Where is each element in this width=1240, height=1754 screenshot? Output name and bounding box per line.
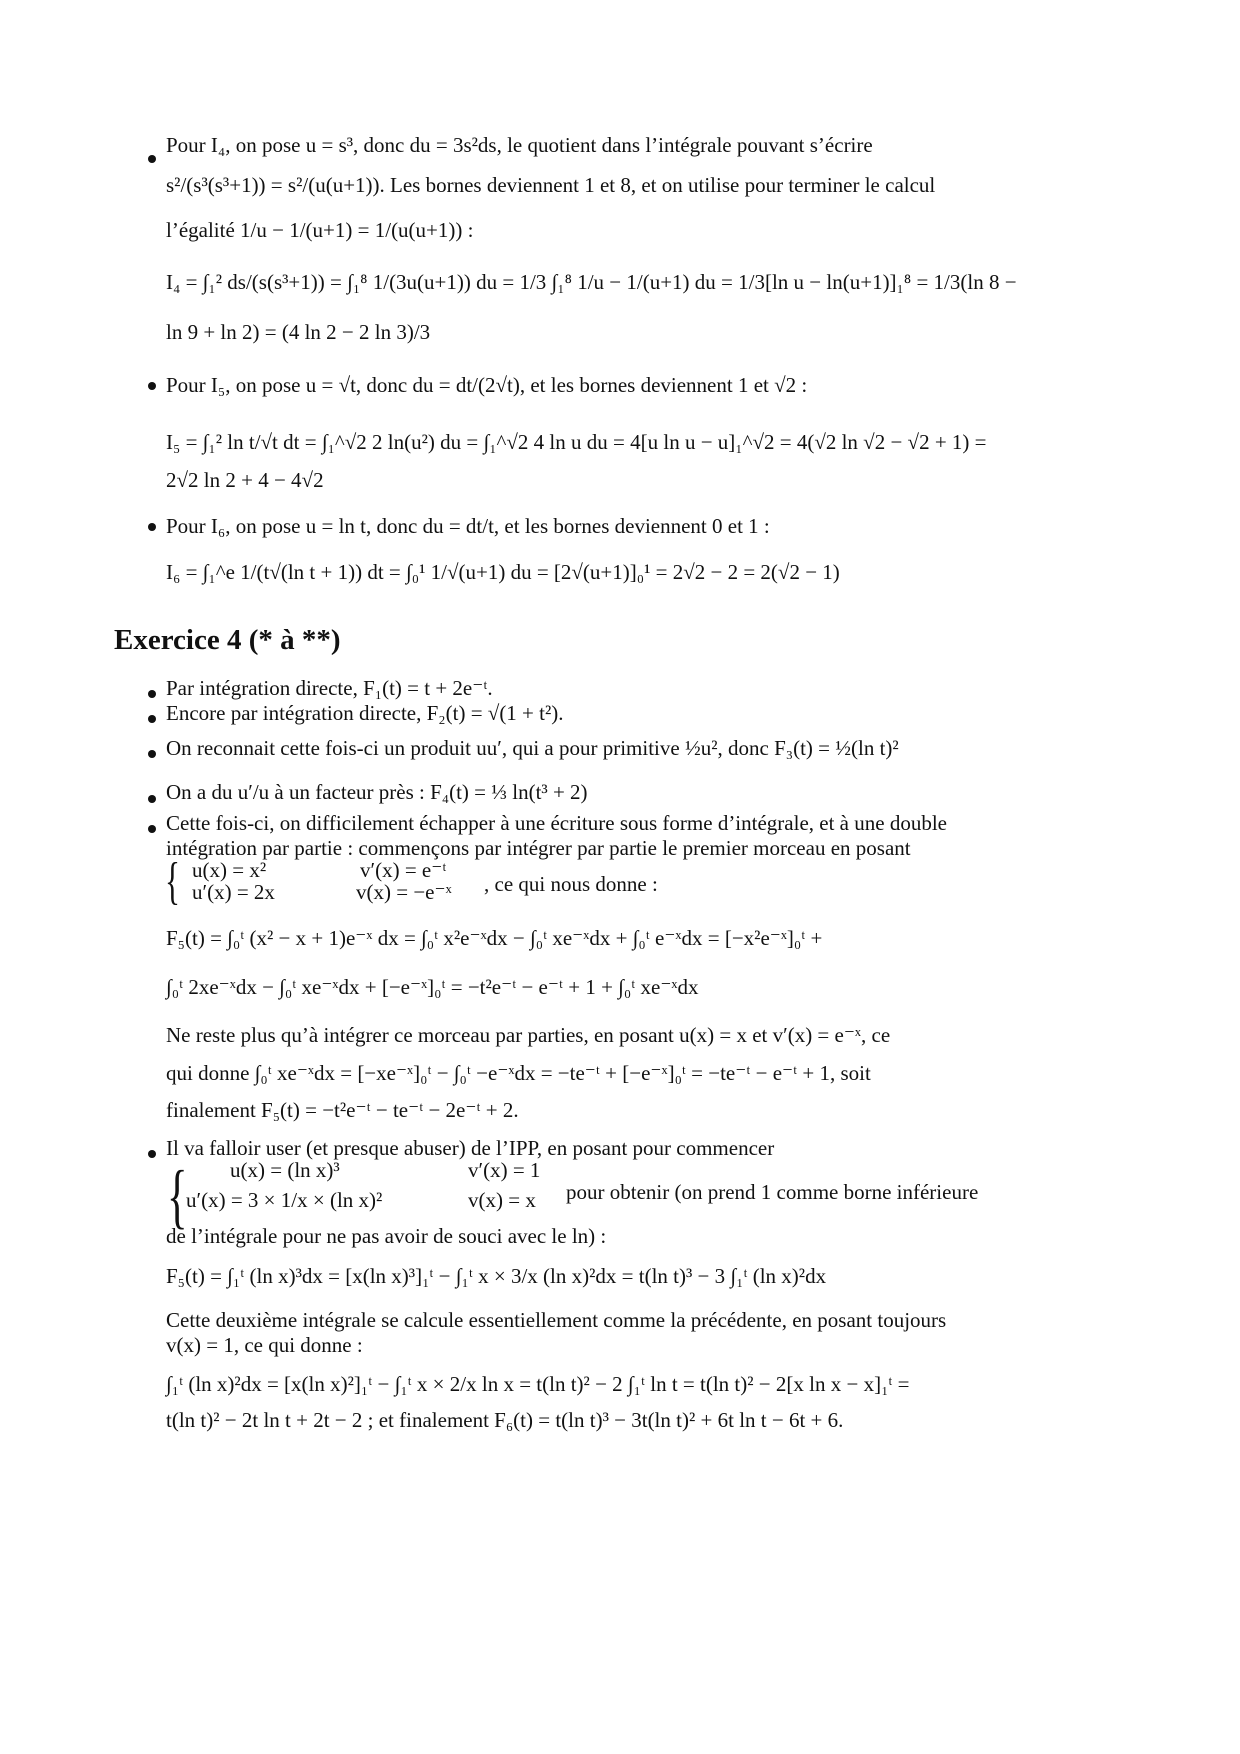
bullet-icon — [148, 1150, 156, 1158]
f1-item: Par intégration directe, F₁(t) = t + 2e⁻ᵗ. — [166, 676, 493, 700]
i4-line2: s²/(s³(s³+1)) = s²/(u(u+1)). Les bornes deviennent 1 et 8, et on utilise pour terminer le calcul — [166, 173, 936, 197]
bullet-icon — [148, 715, 156, 723]
f6-intro: Il va falloir user (et presque abuser) de l’IPP, en posant pour commencer — [166, 1136, 775, 1160]
f2-item: Encore par intégration directe, F₂(t) = √(1 + t²). — [166, 701, 564, 725]
i4-line5: ln 9 + ln 2) = (4 ln 2 − 2 ln 3)/3 — [166, 320, 431, 344]
f5-sys-v: v(x) = −e⁻ˣ — [356, 880, 452, 904]
i5-line3: 2√2 ln 2 + 4 − 4√2 — [166, 468, 324, 492]
left-brace-icon: { — [166, 1156, 188, 1236]
bullet-icon — [148, 690, 156, 698]
i6-line1: Pour I₆, on pose u = ln t, donc du = dt/t, et les bornes deviennent 0 et 1 : — [166, 514, 770, 538]
left-brace-icon: { — [164, 853, 180, 910]
bullet-icon — [148, 155, 156, 163]
i6-line2: I₆ = ∫₁^e 1/(t√(ln t + 1)) dt = ∫₀¹ 1/√(u+1) du = [2√(u+1)]₀¹ = 2√2 − 2 = 2(√2 − 1) — [166, 560, 840, 584]
f5-intro2: intégration par partie : commençons par intégrer par partie le premier morceau en posant — [166, 836, 911, 860]
f5-text2: qui donne ∫₀ᵗ xe⁻ˣdx = [−xe⁻ˣ]₀ᵗ − ∫₀ᵗ −e⁻ˣdx = −te⁻ᵗ + [−e⁻ˣ]₀ᵗ = −te⁻ᵗ − e⁻ᵗ + 1, soit — [166, 1061, 871, 1085]
f6-eq2: ∫₁ᵗ (ln x)²dx = [x(ln x)²]₁ᵗ − ∫₁ᵗ x × 2/x ln x = t(ln t)² − 2 ∫₁ᵗ ln t = t(ln t)² − 2[x ln x − x]₁ᵗ = — [166, 1372, 910, 1396]
i4-line1: Pour I₄, on pose u = s³, donc du = 3s²ds, le quotient dans l’intégrale pouvant s’écrire — [166, 133, 873, 157]
i5-line2: I₅ = ∫₁² ln t/√t dt = ∫₁^√2 2 ln(u²) du = ∫₁^√2 4 ln u du = 4[u ln u − u]₁^√2 = 4(√2 ln √2 − √2 + 1) = — [166, 430, 987, 454]
bullet-icon — [148, 523, 156, 531]
f6-cont: de l’intégrale pour ne pas avoir de souci avec le ln) : — [166, 1224, 607, 1248]
f6-sys-u-prime: u′(x) = 3 × 1/x × (ln x)² — [186, 1188, 383, 1212]
bullet-icon — [148, 750, 156, 758]
bullet-icon — [148, 825, 156, 833]
exercise-heading: Exercice 4 (* à **) — [114, 624, 341, 656]
f6-text1: Cette deuxième intégrale se calcule essentiellement comme la précédente, en posant toujours — [166, 1308, 947, 1332]
bullet-icon — [148, 382, 156, 390]
i4-line3: l’égalité 1/u − 1/(u+1) = 1/(u(u+1)) : — [166, 218, 474, 242]
i4-line4: I₄ = ∫₁² ds/(s(s³+1)) = ∫₁⁸ 1/(3u(u+1)) du = 1/3 ∫₁⁸ 1/u − 1/(u+1) du = 1/3[ln u − ln(u+1)]₁⁸ = 1/3(ln 8 − — [166, 270, 1017, 294]
f5-eq1: F₅(t) = ∫₀ᵗ (x² − x + 1)e⁻ˣ dx = ∫₀ᵗ x²e⁻ˣdx − ∫₀ᵗ xe⁻ˣdx + ∫₀ᵗ e⁻ˣdx = [−x²e⁻ˣ]₀ᵗ + — [166, 926, 823, 950]
f5-sys-u: u(x) = x² — [192, 858, 267, 882]
f6-eq1: F₅(t) = ∫₁ᵗ (ln x)³dx = [x(ln x)³]₁ᵗ − ∫₁ᵗ x × 3/x (ln x)²dx = t(ln t)³ − 3 ∫₁ᵗ (ln x)²dx — [166, 1264, 827, 1288]
f6-eq3: t(ln t)² − 2t ln t + 2t − 2 ; et finalement F₆(t) = t(ln t)³ − 3t(ln t)² + 6t ln t − 6t + 6. — [166, 1408, 844, 1432]
i5-line1: Pour I₅, on pose u = √t, donc du = dt/(2√t), et les bornes deviennent 1 et √2 : — [166, 373, 808, 397]
f6-sys-v: v(x) = x — [468, 1188, 536, 1212]
f6-sys-after: pour obtenir (on prend 1 comme borne inférieure — [566, 1180, 979, 1204]
f5-sys-u-prime: u′(x) = 2x — [192, 880, 275, 904]
f5-text1: Ne reste plus qu’à intégrer ce morceau par parties, en posant u(x) = x et v′(x) = e⁻ˣ, ce — [166, 1023, 891, 1047]
f6-sys-u: u(x) = (ln x)³ — [230, 1158, 340, 1182]
f5-text3: finalement F₅(t) = −t²e⁻ᵗ − te⁻ᵗ − 2e⁻ᵗ + 2. — [166, 1098, 519, 1122]
f3-item: On reconnait cette fois-ci un produit uu′, qui a pour primitive ½u², donc F₃(t) = ½(ln t)² — [166, 736, 899, 760]
f4-item: On a du u′/u à un facteur près : F₄(t) = ⅓ ln(t³ + 2) — [166, 780, 588, 804]
f5-sys-after: , ce qui nous donne : — [484, 872, 658, 896]
bullet-icon — [148, 795, 156, 803]
f5-sys-v-prime: v′(x) = e⁻ᵗ — [360, 858, 447, 882]
f5-intro1: Cette fois-ci, on difficilement échapper à une écriture sous forme d’intégrale, et à une double — [166, 811, 947, 835]
f5-eq2: ∫₀ᵗ 2xe⁻ˣdx − ∫₀ᵗ xe⁻ˣdx + [−e⁻ˣ]₀ᵗ = −t²e⁻ᵗ − e⁻ᵗ + 1 + ∫₀ᵗ xe⁻ˣdx — [166, 975, 699, 999]
f6-sys-v-prime: v′(x) = 1 — [468, 1158, 541, 1182]
f6-text2: v(x) = 1, ce qui donne : — [166, 1333, 363, 1357]
